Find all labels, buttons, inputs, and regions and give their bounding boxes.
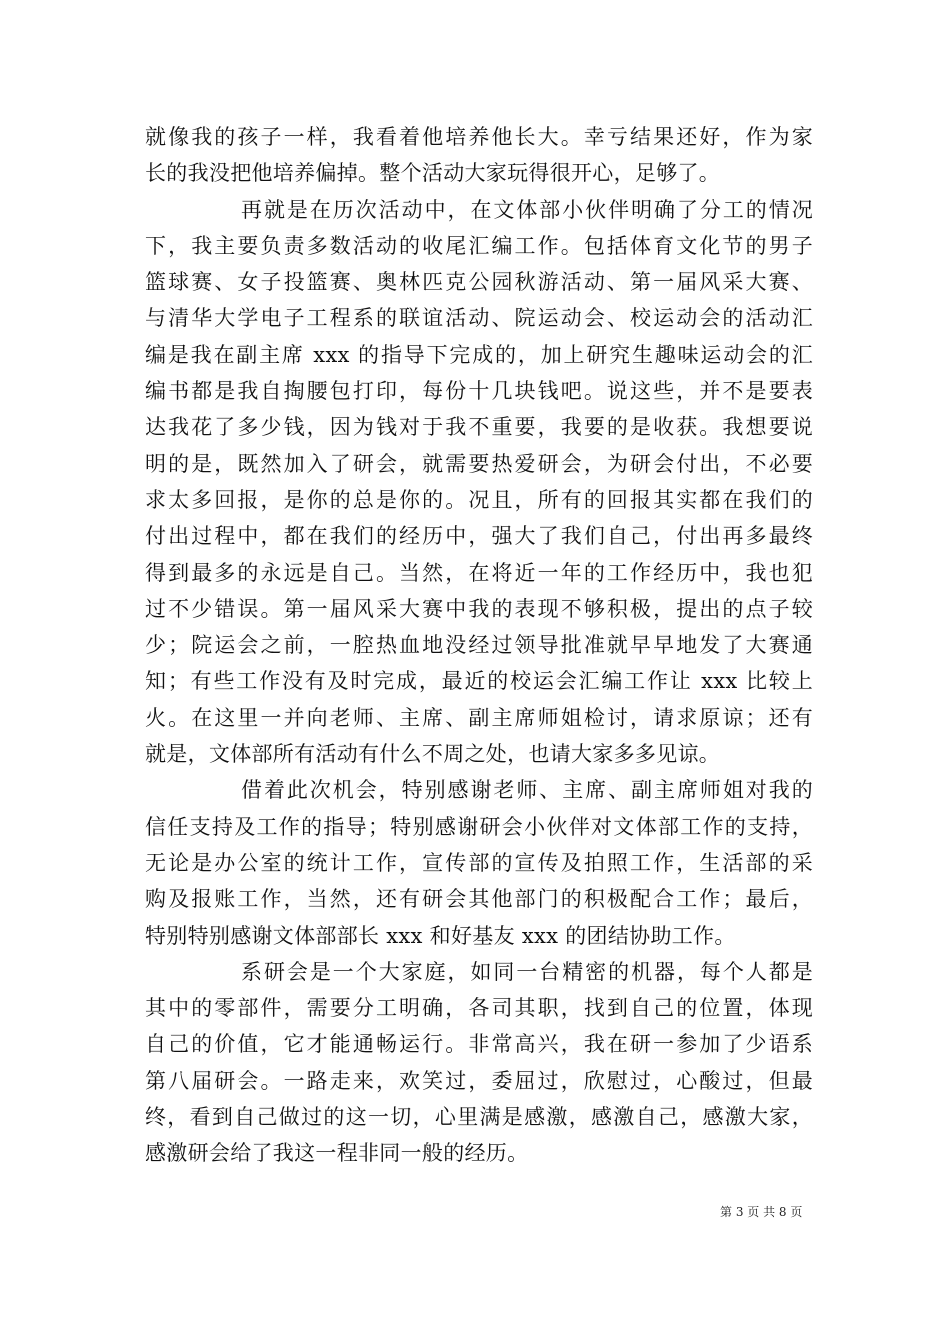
page-number-footer: 第 3 页 共 8 页 [720,1205,803,1219]
text-line: 感激研会给了我这一程非同一般的经历。 [145,1141,529,1166]
text-line: 达我花了多少钱，因为钱对于我不重要，我要的是收获。我想要说 [145,415,813,440]
text-line: 明的是，既然加入了研会，就需要热爱研会，为研会付出，不必要 [145,451,813,476]
document-body [145,119,813,1172]
paragraph-start-line: 系研会是一个大家庭，如同一台精密的机器，每个人都是 [241,959,813,984]
text-line: 就像我的孩子一样，我看着他培养他长大。幸亏结果还好，作为家 [145,125,813,149]
text-line: 火。在这里一并向老师、主席、副主席师姐检讨，请求原谅；还有 [145,705,813,730]
text-line: 编书都是我自掏腰包打印，每份十几块钱吧。说这些，并不是要表 [145,379,813,404]
text-line: 少；院运会之前，一腔热血地没经过领导批准就早早地发了大赛通 [145,633,813,658]
text-line: 就是，文体部所有活动有什么不周之处，也请大家多多见谅。 [145,742,721,767]
text-line: 知；有些工作没有及时完成，最近的校运会汇编工作让 xxx 比较上 [145,669,813,694]
paragraph-start-line: 再就是在历次活动中，在文体部小伙伴明确了分工的情况 [241,197,813,222]
text-line: 无论是办公室的统计工作，宣传部的宣传及拍照工作，生活部的采 [145,850,813,875]
text-line: 终，看到自己做过的这一切，心里满是感激，感激自己，感激大家， [145,1105,813,1130]
text-line: 过不少错误。第一届风采大赛中我的表现不够积极，提出的点子较 [145,596,813,621]
text-line: 篮球赛、女子投篮赛、奥林匹克公园秋游活动、第一届风采大赛、 [145,270,813,295]
text-line: 自己的价值，它才能通畅运行。非常高兴，我在研一参加了少语系 [145,1032,813,1057]
text-line: 求太多回报，是你的总是你的。况且，所有的回报其实都在我们的 [145,487,813,512]
text-line: 第八届研会。一路走来，欢笑过，委屈过，欣慰过，心酸过，但最 [145,1068,813,1093]
text-line: 特别特别感谢文体部部长 xxx 和好基友 xxx 的团结协助工作。 [145,923,736,948]
text-line: 购及报账工作，当然，还有研会其他部门的积极配合工作；最后， [145,887,813,912]
text-line: 付出过程中，都在我们的经历中，强大了我们自己，付出再多最终 [145,524,813,549]
text-line: 下，我主要负责多数活动的收尾汇编工作。包括体育文化节的男子 [145,233,813,258]
text-line: 信任支持及工作的指导；特别感谢研会小伙伴对文体部工作的支持， [145,814,813,839]
text-line: 其中的零部件，需要分工明确，各司其职，找到自己的位置，体现 [145,996,813,1021]
text-line: 编是我在副主席 xxx 的指导下完成的，加上研究生趣味运动会的汇 [145,342,813,367]
text-line: 长的我没把他培养偏掉。整个活动大家玩得很开心，足够了。 [145,161,721,186]
text-line: 得到最多的永远是自己。当然，在将近一年的工作经历中，我也犯 [145,560,813,585]
text-line: 与清华大学电子工程系的联谊活动、院运动会、校运动会的活动汇 [145,306,813,331]
paragraph-start-line: 借着此次机会，特别感谢老师、主席、副主席师姐对我的 [241,778,813,803]
